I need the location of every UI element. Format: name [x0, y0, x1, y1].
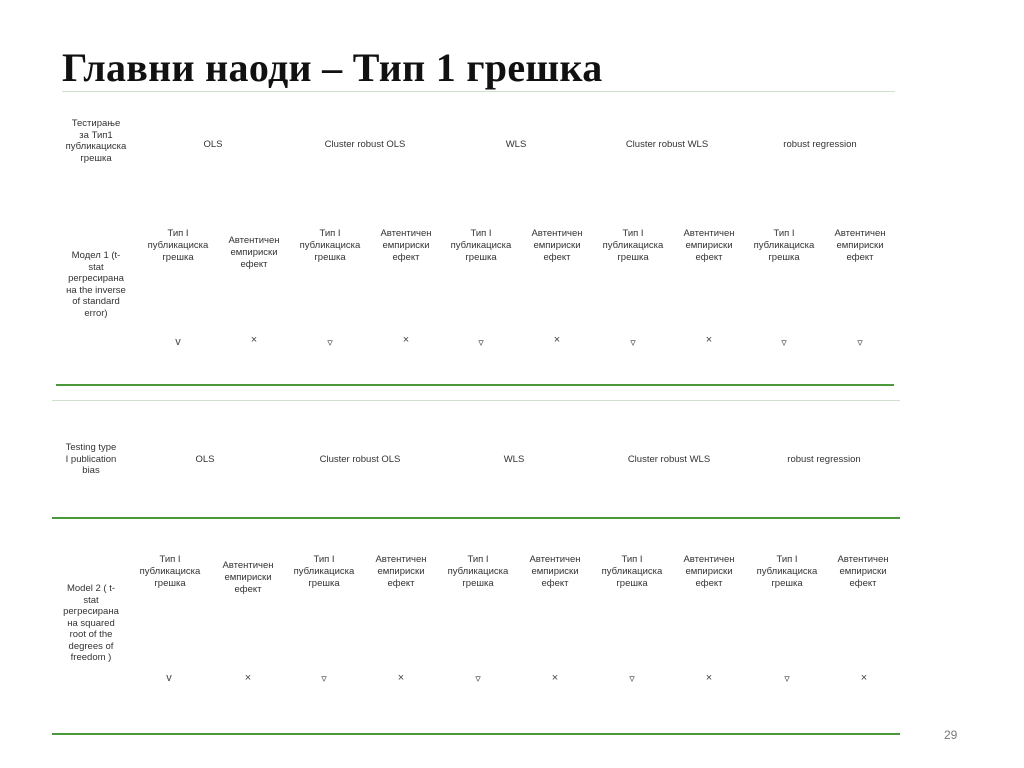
table1-mark: ▿ — [857, 337, 863, 349]
table1-subheader-type1: Тип I публикациска грешка — [753, 228, 815, 263]
table1-method-ols: OLS — [203, 139, 223, 150]
table1-method-robust: robust regression — [783, 139, 857, 150]
table2-header-border — [52, 517, 900, 519]
table2-mark: × — [860, 672, 868, 684]
table2-mark: ▿ — [784, 673, 790, 685]
table2-row-label: Model 2 ( t- stat регресирана на squared root of the degrees of freedom ) — [63, 583, 119, 663]
table1-subheader-type1: Тип I публикациска грешка — [450, 228, 512, 263]
table1-subheader-effect: Автентичен емпириски ефект — [683, 228, 735, 263]
page-number: 29 — [944, 728, 958, 742]
table1-method-cluster-ols: Cluster robust OLS — [324, 139, 406, 150]
table1-mark: ▿ — [478, 337, 484, 349]
table1-subheader-effect: Автентичен емпириски ефект — [531, 228, 583, 263]
table2-subheader-effect: Автентичен емпириски ефект — [683, 554, 735, 589]
table2-method-robust: robust regression — [787, 454, 861, 465]
table1-subheader-type1: Тип I публикациска грешка — [147, 228, 209, 263]
table1-method-wls: WLS — [505, 139, 527, 150]
table2-method-cluster-wls: Cluster robust WLS — [627, 454, 711, 465]
table2-method-cluster-ols: Cluster robust OLS — [319, 454, 401, 465]
table2-method-ols: OLS — [195, 454, 215, 465]
table2-subheader-type1: Тип I публикациска грешка — [293, 554, 355, 589]
table2-mark: v — [166, 672, 172, 684]
table2-bottom-border — [52, 733, 900, 735]
table2-method-wls: WLS — [503, 454, 525, 465]
table2-subheader-type1: Тип I публикациска грешка — [139, 554, 201, 589]
table1-mark: × — [705, 334, 713, 346]
table2-subheader-effect: Автентичен емпириски ефект — [375, 554, 427, 589]
table2-mark: × — [705, 672, 713, 684]
section-divider — [52, 400, 900, 401]
table1-subheader-effect: Автентичен емпириски ефект — [834, 228, 886, 263]
table2-subheader-type1: Тип I публикациска грешка — [447, 554, 509, 589]
table2-mark: × — [244, 672, 252, 684]
table1-mark: ▿ — [630, 337, 636, 349]
table1-mark: v — [175, 336, 181, 348]
table2-subheader-effect: Автентичен емпириски ефект — [222, 560, 274, 595]
table2-mark: ▿ — [629, 673, 635, 685]
table1-mark: ▿ — [327, 337, 333, 349]
table1-subheader-effect: Автентичен емпириски ефект — [228, 235, 280, 270]
table1-subheader-type1: Тип I публикациска грешка — [602, 228, 664, 263]
slide-title: Главни наоди – Тип 1 грешка — [62, 45, 603, 90]
table1-bottom-border — [56, 384, 894, 386]
table2-corner-label: Testing type I publication bias — [65, 442, 117, 476]
table1-method-cluster-wls: Cluster robust WLS — [625, 139, 709, 150]
table1-subheader-effect: Автентичен емпириски ефект — [380, 228, 432, 263]
table1-corner-label: Тестирање за Тип1 публикациска грешка — [65, 118, 127, 164]
table2-subheader-type1: Тип I публикациска грешка — [601, 554, 663, 589]
table1-subheader-type1: Тип I публикациска грешка — [299, 228, 361, 263]
table1-mark: ▿ — [781, 337, 787, 349]
table1-mark: × — [553, 334, 561, 346]
table2-mark: × — [397, 672, 405, 684]
table1-mark: × — [402, 334, 410, 346]
table2-subheader-effect: Автентичен емпириски ефект — [529, 554, 581, 589]
table2-mark: × — [551, 672, 559, 684]
table1-row-label: Модел 1 (t- stat регресирана на the inverse of standard error) — [66, 250, 126, 319]
title-divider — [62, 91, 895, 92]
table2-mark: ▿ — [321, 673, 327, 685]
table2-subheader-type1: Тип I публикациска грешка — [756, 554, 818, 589]
table2-mark: ▿ — [475, 673, 481, 685]
table2-subheader-effect: Автентичен емпириски ефект — [837, 554, 889, 589]
table1-mark: × — [250, 334, 258, 346]
